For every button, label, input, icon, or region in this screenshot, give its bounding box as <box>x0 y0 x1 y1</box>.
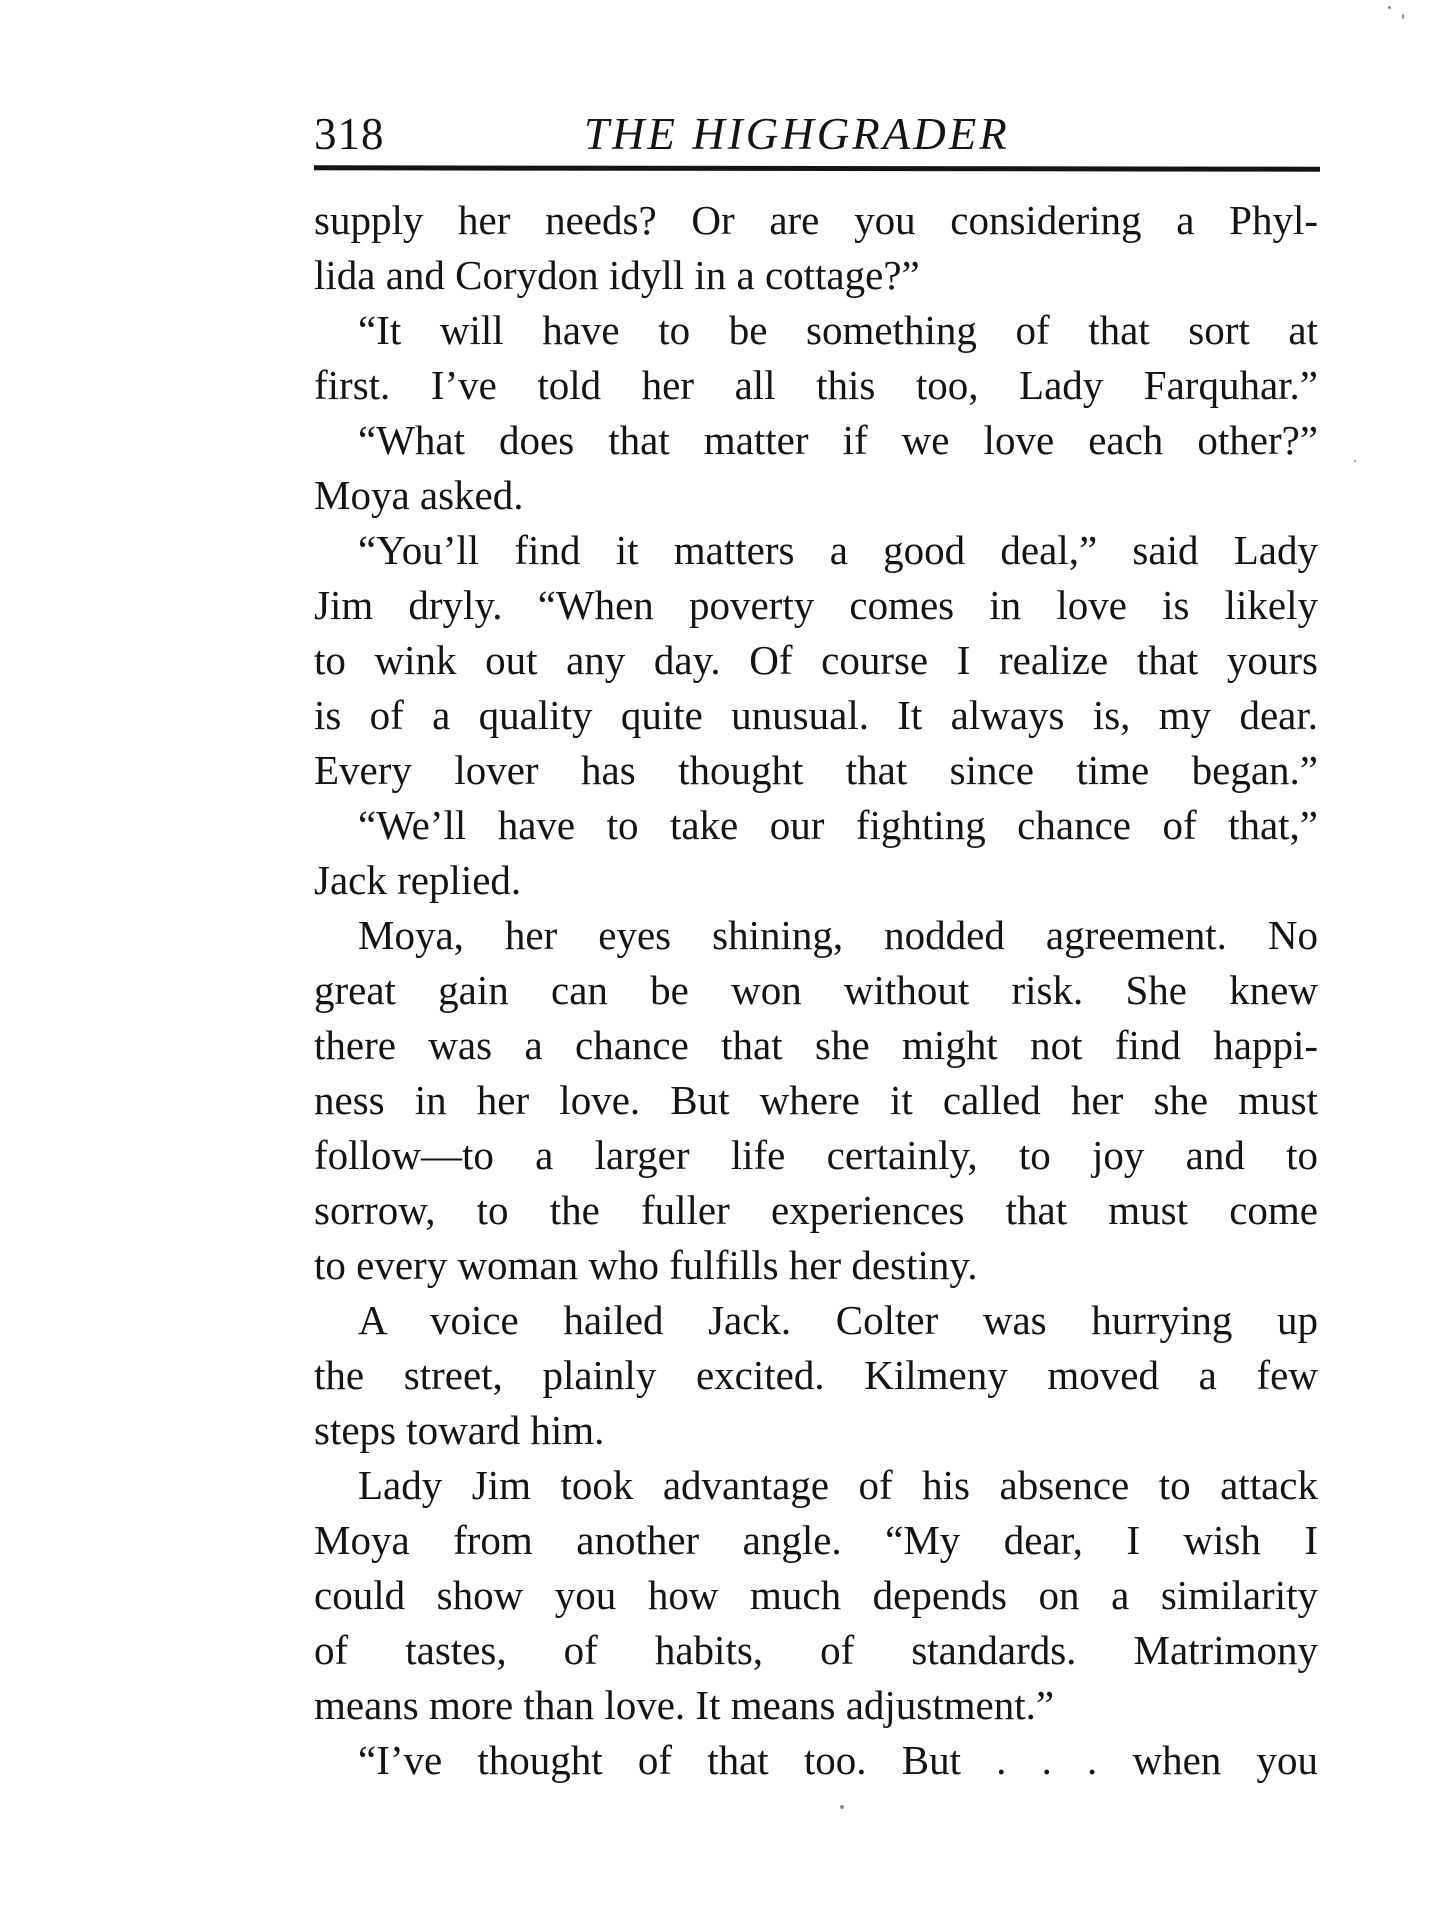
text-line: Every lover has thought that since time began.” <box>314 747 1318 793</box>
scan-speck <box>1354 460 1356 462</box>
text-line: Moya asked. <box>314 472 524 518</box>
text-line: could show you how much depends on a similarity <box>314 1572 1318 1618</box>
text-line: Moya from another angle. “My dear, I wish I <box>314 1517 1318 1563</box>
text-line: “What does that matter if we love each other?” <box>358 417 1318 463</box>
body-text <box>314 193 1318 1788</box>
text-line: to every woman who fulfills her destiny. <box>314 1242 978 1288</box>
text-line: is of a quality quite unusual. It always is, my dear. <box>314 692 1318 738</box>
text-line: lida and Corydon idyll in a cottage?” <box>314 252 920 298</box>
text-line: first. I’ve told her all this too, Lady Farquhar.” <box>314 362 1318 408</box>
text-line: ness in her love. But where it called her she must <box>314 1077 1318 1123</box>
text-line: Moya, her eyes shining, nodded agreement. No <box>358 912 1318 958</box>
text-line: “It will have to be something of that sort at <box>358 307 1318 353</box>
text-line: to wink out any day. Of course I realize that yours <box>314 637 1318 683</box>
text-line: sorrow, to the fuller experiences that must come <box>314 1187 1318 1233</box>
text-line: the street, plainly excited. Kilmeny moved a few <box>314 1352 1318 1398</box>
text-line: there was a chance that she might not find happi- <box>314 1022 1318 1068</box>
text-line: “You’ll find it matters a good deal,” said Lady <box>358 527 1318 573</box>
scan-speck <box>840 1805 844 1809</box>
running-title: THE HIGHGRADER <box>584 109 1010 159</box>
header-rule <box>314 165 1320 171</box>
text-line: means more than love. It means adjustment.” <box>314 1682 1055 1728</box>
scan-speck <box>1402 14 1404 19</box>
page-number: 318 <box>314 109 385 159</box>
text-line: “We’ll have to take our fighting chance of that,” <box>358 802 1318 848</box>
text-line: steps toward him. <box>314 1407 605 1453</box>
text-line: great gain can be won without risk. She knew <box>314 967 1318 1013</box>
text-line: A voice hailed Jack. Colter was hurrying up <box>358 1297 1318 1343</box>
text-line: “I’ve thought of that too. But . . . when you <box>358 1737 1318 1783</box>
text-line: follow—to a larger life certainly, to joy and to <box>314 1132 1318 1178</box>
scan-speck <box>1388 6 1391 9</box>
text-line: Lady Jim took advantage of his absence to attack <box>358 1462 1318 1508</box>
text-line: of tastes, of habits, of standards. Matrimony <box>314 1627 1318 1673</box>
text-line: Jack replied. <box>314 857 522 903</box>
text-line: Jim dryly. “When poverty comes in love is likely <box>314 582 1318 628</box>
text-line: supply her needs? Or are you considering a Phyl- <box>314 197 1318 243</box>
page-header <box>314 104 1320 164</box>
